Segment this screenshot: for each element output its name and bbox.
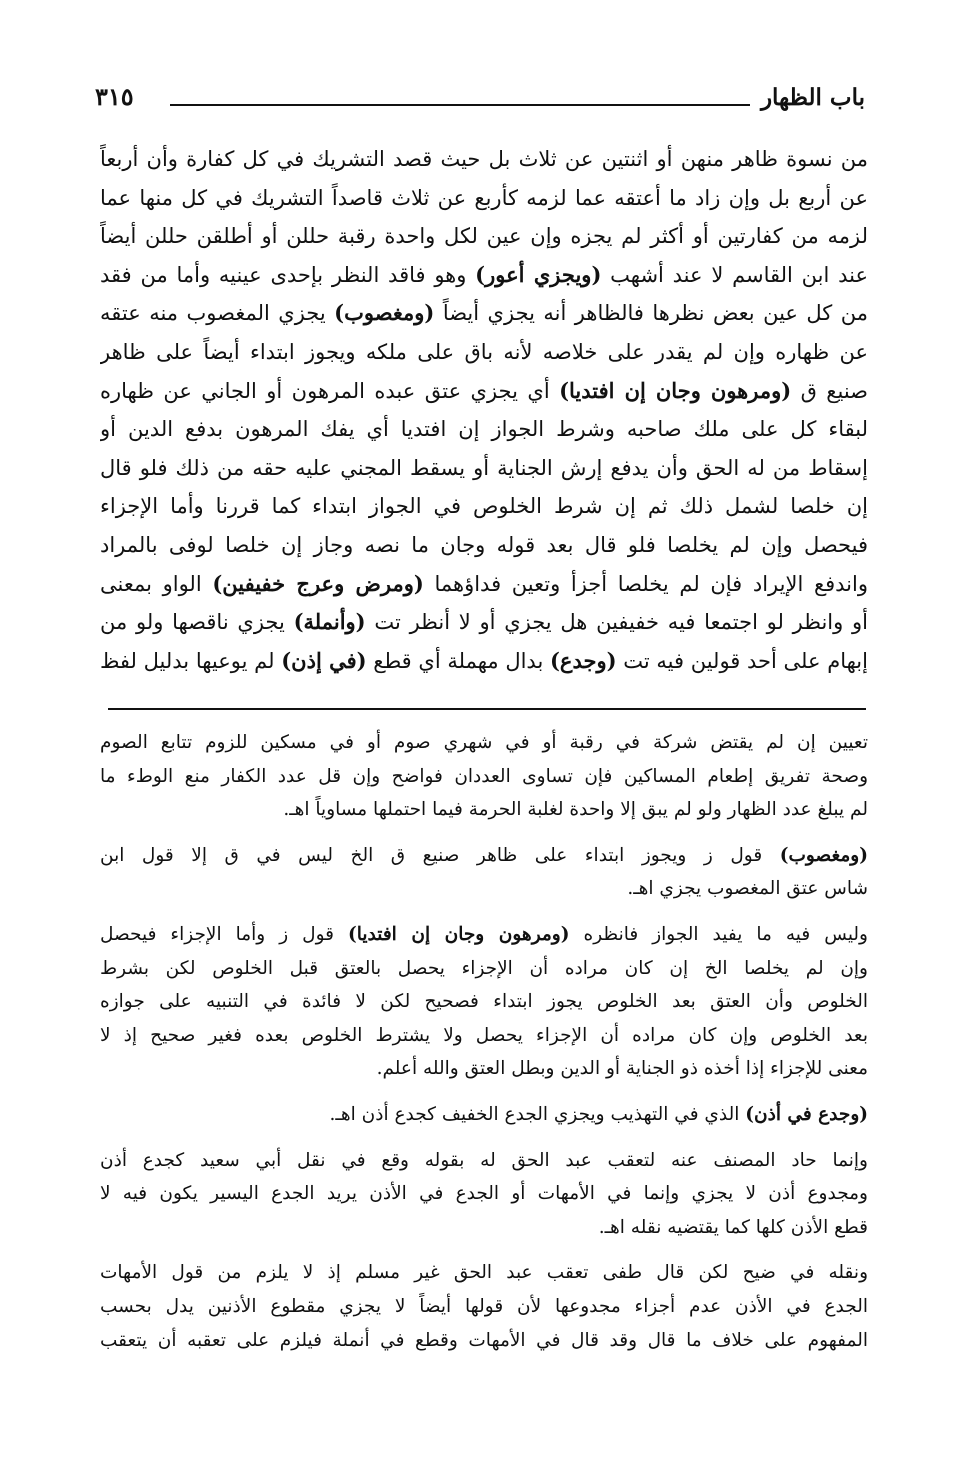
main-line: فيحصل وإن لم يخلصا فلو قال بعد قوله وجان ما نصه وجاز إن خلصا لوفى بالمراد [100,532,868,557]
footnote-separator [108,708,866,710]
commentary-line: لم يبلغ عدد الظهار ولو لم يبق إلا واحدة لغلبة الحرمة فيما احتملها مساوياً اهـ. [283,799,868,821]
commentary-line: (وجدع في أذن) الذي في التهذيب ويجزي الجدع الخفيف كجدع أذن اهـ. [329,1103,868,1125]
main-line: لزمه من كفارتين أو أكثر لم يجزه وإن عين لكل واحدة رقبة حللن أو أطلقن حللن أيضاً [100,224,868,249]
main-line: عن ظهاره وإن لم يقدر على خلاصه لأنه باق على ملكه ويجوز ابتداء أيضاً على ظاهر [100,339,868,364]
main-line: إسقاط من له الحق وأن يدفع إرش الجناية أو يسقط المجني عليه حقه من ذلك فلو قال [100,455,868,480]
main-line: واندفع الإيراد فإن لم يخلصا أجزأ وتعين فداؤهما (ومرض وعرج خفيفين) الواو بمعنى [100,570,868,596]
commentary-line: (ومغصوب) قول ز ويجوز ابتداء على ظاهر صنيع ق الخ ليس في ق إلا قول ابن [100,844,868,866]
commentary-line: شاس عتق المغصوب يجزي اهـ. [627,878,868,900]
running-header [95,78,865,118]
main-line: لبقاء كل على ملك صاحبه وشرط الجواز إن افتديا أي يفك المرهون بدفع الدين أو [100,417,868,442]
page-number: ٣١٥ [95,82,134,111]
main-line: من كل عين بعض نظرها فالظاهر أنه يجزي أيضاً (ومغصوب) يجزي المغصوب منه عتقه [100,300,868,326]
commentary-paragraph [100,726,868,827]
main-line: أو وانظر لو اجتمعا فيه خفيفين هل يجزي أو لا أنظر تت (وأنملة) يجزي ناقصها ولو من [100,609,868,635]
commentary-line: بعد الخلوص وإن كان مراده أن الإجزاء يحصل ولا يشترط الخلوص بعده فغير صحيح إذ لا [100,1024,868,1046]
commentary-line: معنى للإجزاء إذا أخذه ذو الجناية أو الدين وبطل العتق والله أعلم. [376,1058,868,1080]
commentary-line: الخلوص وأن العتق بعد الخلوص يجوز ابتداء فصحيح لكن لا فائدة في التنبيه على جوازه [100,991,868,1013]
main-line: من نسوة ظاهر منهن أو اثنتين عن ثلاث بل حيث قصد التشريك في كل كفارة وأن أربعاً [100,147,868,171]
commentary-line: تعيين إن لم يقتض شركة في رقبة أو في شهري صوم أو في مسكين للزوم تتابع الصوم [100,732,868,753]
main-line: إن خلصا لشمل ذلك ثم إن شرط الخلوص في الجواز ابتداء كما قررنا وأما الإجزاء [100,494,868,519]
main-text [100,140,868,680]
commentary-line: وصحة تفريق إطعام المساكين فإن تساوى العددان فواضح وإن قل عدد الكفار منع الوطء ما [100,765,868,787]
commentary-line: قطع الأذن كلها كما يقتضيه نقله اهـ. [598,1216,868,1238]
main-line: عند ابن القاسم لا عند أشهب (ويجزي أعور) وهو فاقد النظر بإحدى عينيه وأما من فقد [100,261,868,287]
commentary-paragraph [100,918,868,1086]
commentary-line: وإن لم يخلصا الخ إن كان مراده أن الإجزاء يحصل بالعتق قبل الخلوص لكن بشرط [100,957,868,979]
main-line: صنيع ق (ومرهون وجان إن افتديا) أي يجزي عتق عبده المرهون أو الجاني عن ظهاره [100,377,868,403]
commentary [100,726,868,1369]
commentary-line: وإنما حاد المصنف عنه لتعقب عبد الحق له بقوله وقع في نقل أبي سعيد كجدع أذن [100,1149,868,1171]
commentary-paragraph [100,1098,868,1132]
commentary-line: المفهوم على خلاف ما قال وقد قال في الأمهات وقطع في أنملة فيلزم على تعقبه أن يتعقب [100,1329,868,1351]
commentary-line: الجدع في الأذن عدم أجزاء مجدوعها لأن قولها أيضاً لا يجزي مقطوع الأذنين يدل بحسب [100,1295,868,1317]
header-rule [170,104,750,106]
commentary-paragraph [100,839,868,906]
commentary-line: ومجدوع أذن لا يجزي وإنما في الأمهات أو الجدع في الأذن يريد الجدع اليسير يكون فيه لا [100,1183,868,1205]
chapter-title: باب الظهار [760,84,865,111]
main-line: إبهام على أحد قولين فيه تت (وجدع) بدال مهملة أي قطع (في إذن) لم يوعيها بدليل لفظ [100,647,868,673]
commentary-paragraph [100,1256,868,1357]
main-line: عن أربع بل وإن زاد ما أعتقه عما لزمه كأربع عن ثلاث قاصداً التشريك في كل منها عما [100,185,868,210]
commentary-paragraph [100,1144,868,1245]
commentary-line: ونقله في ضيح لكن قال طفى تعقب عبد الحق غير مسلم إذ لا يلزم من قول الأمهات [100,1262,868,1284]
commentary-line: وليس فيه ما يفيد الجواز فانظره (ومرهون وجان إن افتديا) قول ز وأما الإجزاء فيحصل [100,923,868,945]
